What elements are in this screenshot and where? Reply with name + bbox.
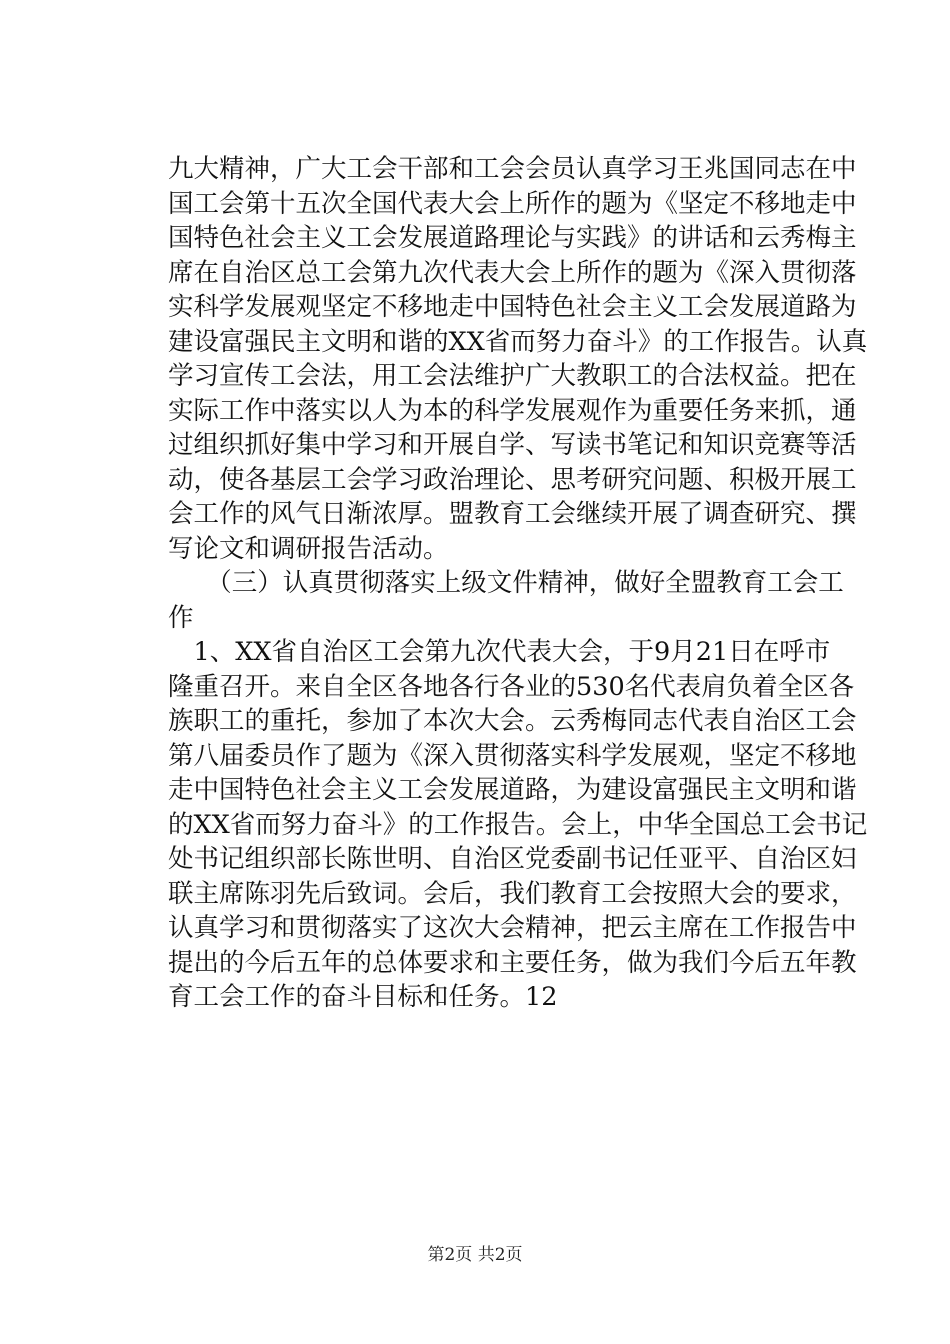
text-line: 国特色社会主义工会发展道路理论与实践》的讲话和云秀梅主 [168, 223, 857, 253]
text-line: 育工会工作的奋斗目标和任务。12 [168, 982, 558, 1012]
text-line: 动，使各基层工会学习政治理论、思考研究问题、积极开展工 [168, 464, 857, 495]
text-line: 国工会第十五次全国代表大会上所作的题为《坚定不移地走中 [168, 188, 857, 219]
text-line: 联主席陈羽先后致词。会后，我们教育工会按照大会的要求， [168, 878, 857, 909]
text-line: 实科学发展观坚定不移地走中国特色社会主义工会发展道路为 [168, 292, 857, 322]
text-line: 会工作的风气日渐浓厚。盟教育工会继续开展了调查研究、撰 [168, 499, 857, 529]
text-line: 写论文和调研报告活动。 [168, 533, 449, 564]
document-body [168, 152, 868, 1015]
text-line: 过组织抓好集中学习和开展自学、写读书笔记和知识竞赛等活 [168, 430, 857, 460]
text-line: 建设富强民主文明和谐的XX省而努力奋斗》的工作报告。认真 [168, 326, 868, 357]
text-line: 席在自治区总工会第九次代表大会上所作的题为《深入贯彻落 [168, 257, 857, 288]
text-line: 学习宣传工会法，用工会法维护广大教职工的合法权益。把在 [168, 361, 857, 391]
text-line: 提出的今后五年的总体要求和主要任务，做为我们今后五年教 [168, 947, 857, 978]
text-line: 族职工的重托，参加了本次大会。云秀梅同志代表自治区工会 [168, 706, 857, 736]
section-heading-line: 作 [168, 602, 194, 633]
section-heading-line: （三）认真贯彻落实上级文件精神，做好全盟教育工会工 [168, 568, 844, 598]
text-line: 实际工作中落实以人为本的科学发展观作为重要任务来抓，通 [168, 395, 857, 426]
text-line: 第八届委员作了题为《深入贯彻落实科学发展观，坚定不移地 [168, 740, 857, 771]
text-line: 走中国特色社会主义工会发展道路，为建设富强民主文明和谐 [168, 775, 857, 805]
text-line: 九大精神，广大工会干部和工会会员认真学习王兆国同志在中 [168, 154, 857, 184]
text-line: 的XX省而努力奋斗》的工作报告。会上，中华全国总工会书记 [168, 809, 868, 840]
text-line: 处书记组织部长陈世明、自治区党委副书记任亚平、自治区妇 [168, 844, 857, 874]
text-line: 认真学习和贯彻落实了这次大会精神，把云主席在工作报告中 [168, 913, 857, 943]
text-line: 隆重召开。来自全区各地各行各业的530名代表肩负着全区各 [168, 671, 855, 702]
page-number-footer: 第2页 共2页 [427, 1245, 523, 1265]
text-line: 1、XX省自治区工会第九次代表大会，于9月21日在呼市 [168, 637, 831, 667]
